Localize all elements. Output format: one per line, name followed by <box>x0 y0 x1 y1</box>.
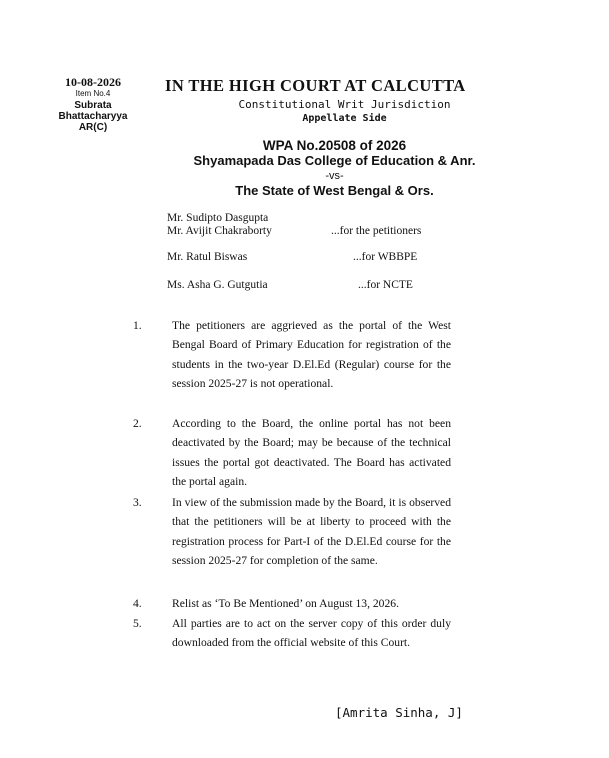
paragraph-number: 1. <box>133 319 142 332</box>
order-paragraph: All parties are to act on the server copy of this order duly downloaded from the official website of this Court. <box>172 617 451 650</box>
counsel-name: Mr. Avijit Chakraborty <box>167 225 272 237</box>
officer-name-first: Subrata <box>74 100 112 111</box>
order-paragraph: According to the Board, the online portal has not been deactivated by the Board; may be because of the technical issues the portal got deactivated. The Board has activated the portal again. <box>172 417 451 489</box>
case-number: WPA No.20508 of 2026 <box>262 138 407 153</box>
paragraph-number: 4. <box>133 597 142 610</box>
appellate-side-line: Appellate Side <box>302 113 387 124</box>
paragraph-number: 3. <box>133 496 142 509</box>
counsel-name: Ms. Asha G. Gutgutia <box>167 279 268 291</box>
item-number: Item No.4 <box>75 89 111 98</box>
order-paragraph: The petitioners are aggrieved as the portal of the West Bengal Board of Primary Education for registration of the students in the two-year D.El.Ed (Regular) course for the session 2025-27 is not operational. <box>172 319 451 391</box>
paragraph-number: 2. <box>133 417 142 430</box>
order-paragraph: In view of the submission made by the Board, it is observed that the petitioners will be at liberty to proceed with the registration process for Part-I of the D.El.Ed course for the session 2025-27 for completion of the same. <box>172 496 451 568</box>
paragraph-number: 5. <box>133 617 142 630</box>
counsel-name: Mr. Ratul Biswas <box>167 251 248 263</box>
petitioner-name: Shyamapada Das College of Education & Anr. <box>193 153 476 168</box>
judge-signature: [Amrita Sinha, J] <box>335 705 463 720</box>
officer-designation: AR(C) <box>78 122 108 133</box>
counsel-role: ...for the petitioners <box>331 225 422 237</box>
counsel-role: ...for NCTE <box>358 279 413 291</box>
respondent-name: The State of West Bengal & Ors. <box>235 183 434 198</box>
counsel-role: ...for WBBPE <box>353 251 418 263</box>
order-paragraph: Relist as ‘To Be Mentioned’ on August 13, 2026. <box>172 597 399 610</box>
versus-marker: -vs- <box>325 170 344 182</box>
officer-name-last: Bhattacharyya <box>58 111 128 122</box>
jurisdiction-line: Constitutional Writ Jurisdiction <box>238 98 451 111</box>
order-date: 10-08-2026 <box>65 75 121 89</box>
court-title: IN THE HIGH COURT AT CALCUTTA <box>165 76 466 95</box>
counsel-name: Mr. Sudipto Dasgupta <box>167 212 269 224</box>
